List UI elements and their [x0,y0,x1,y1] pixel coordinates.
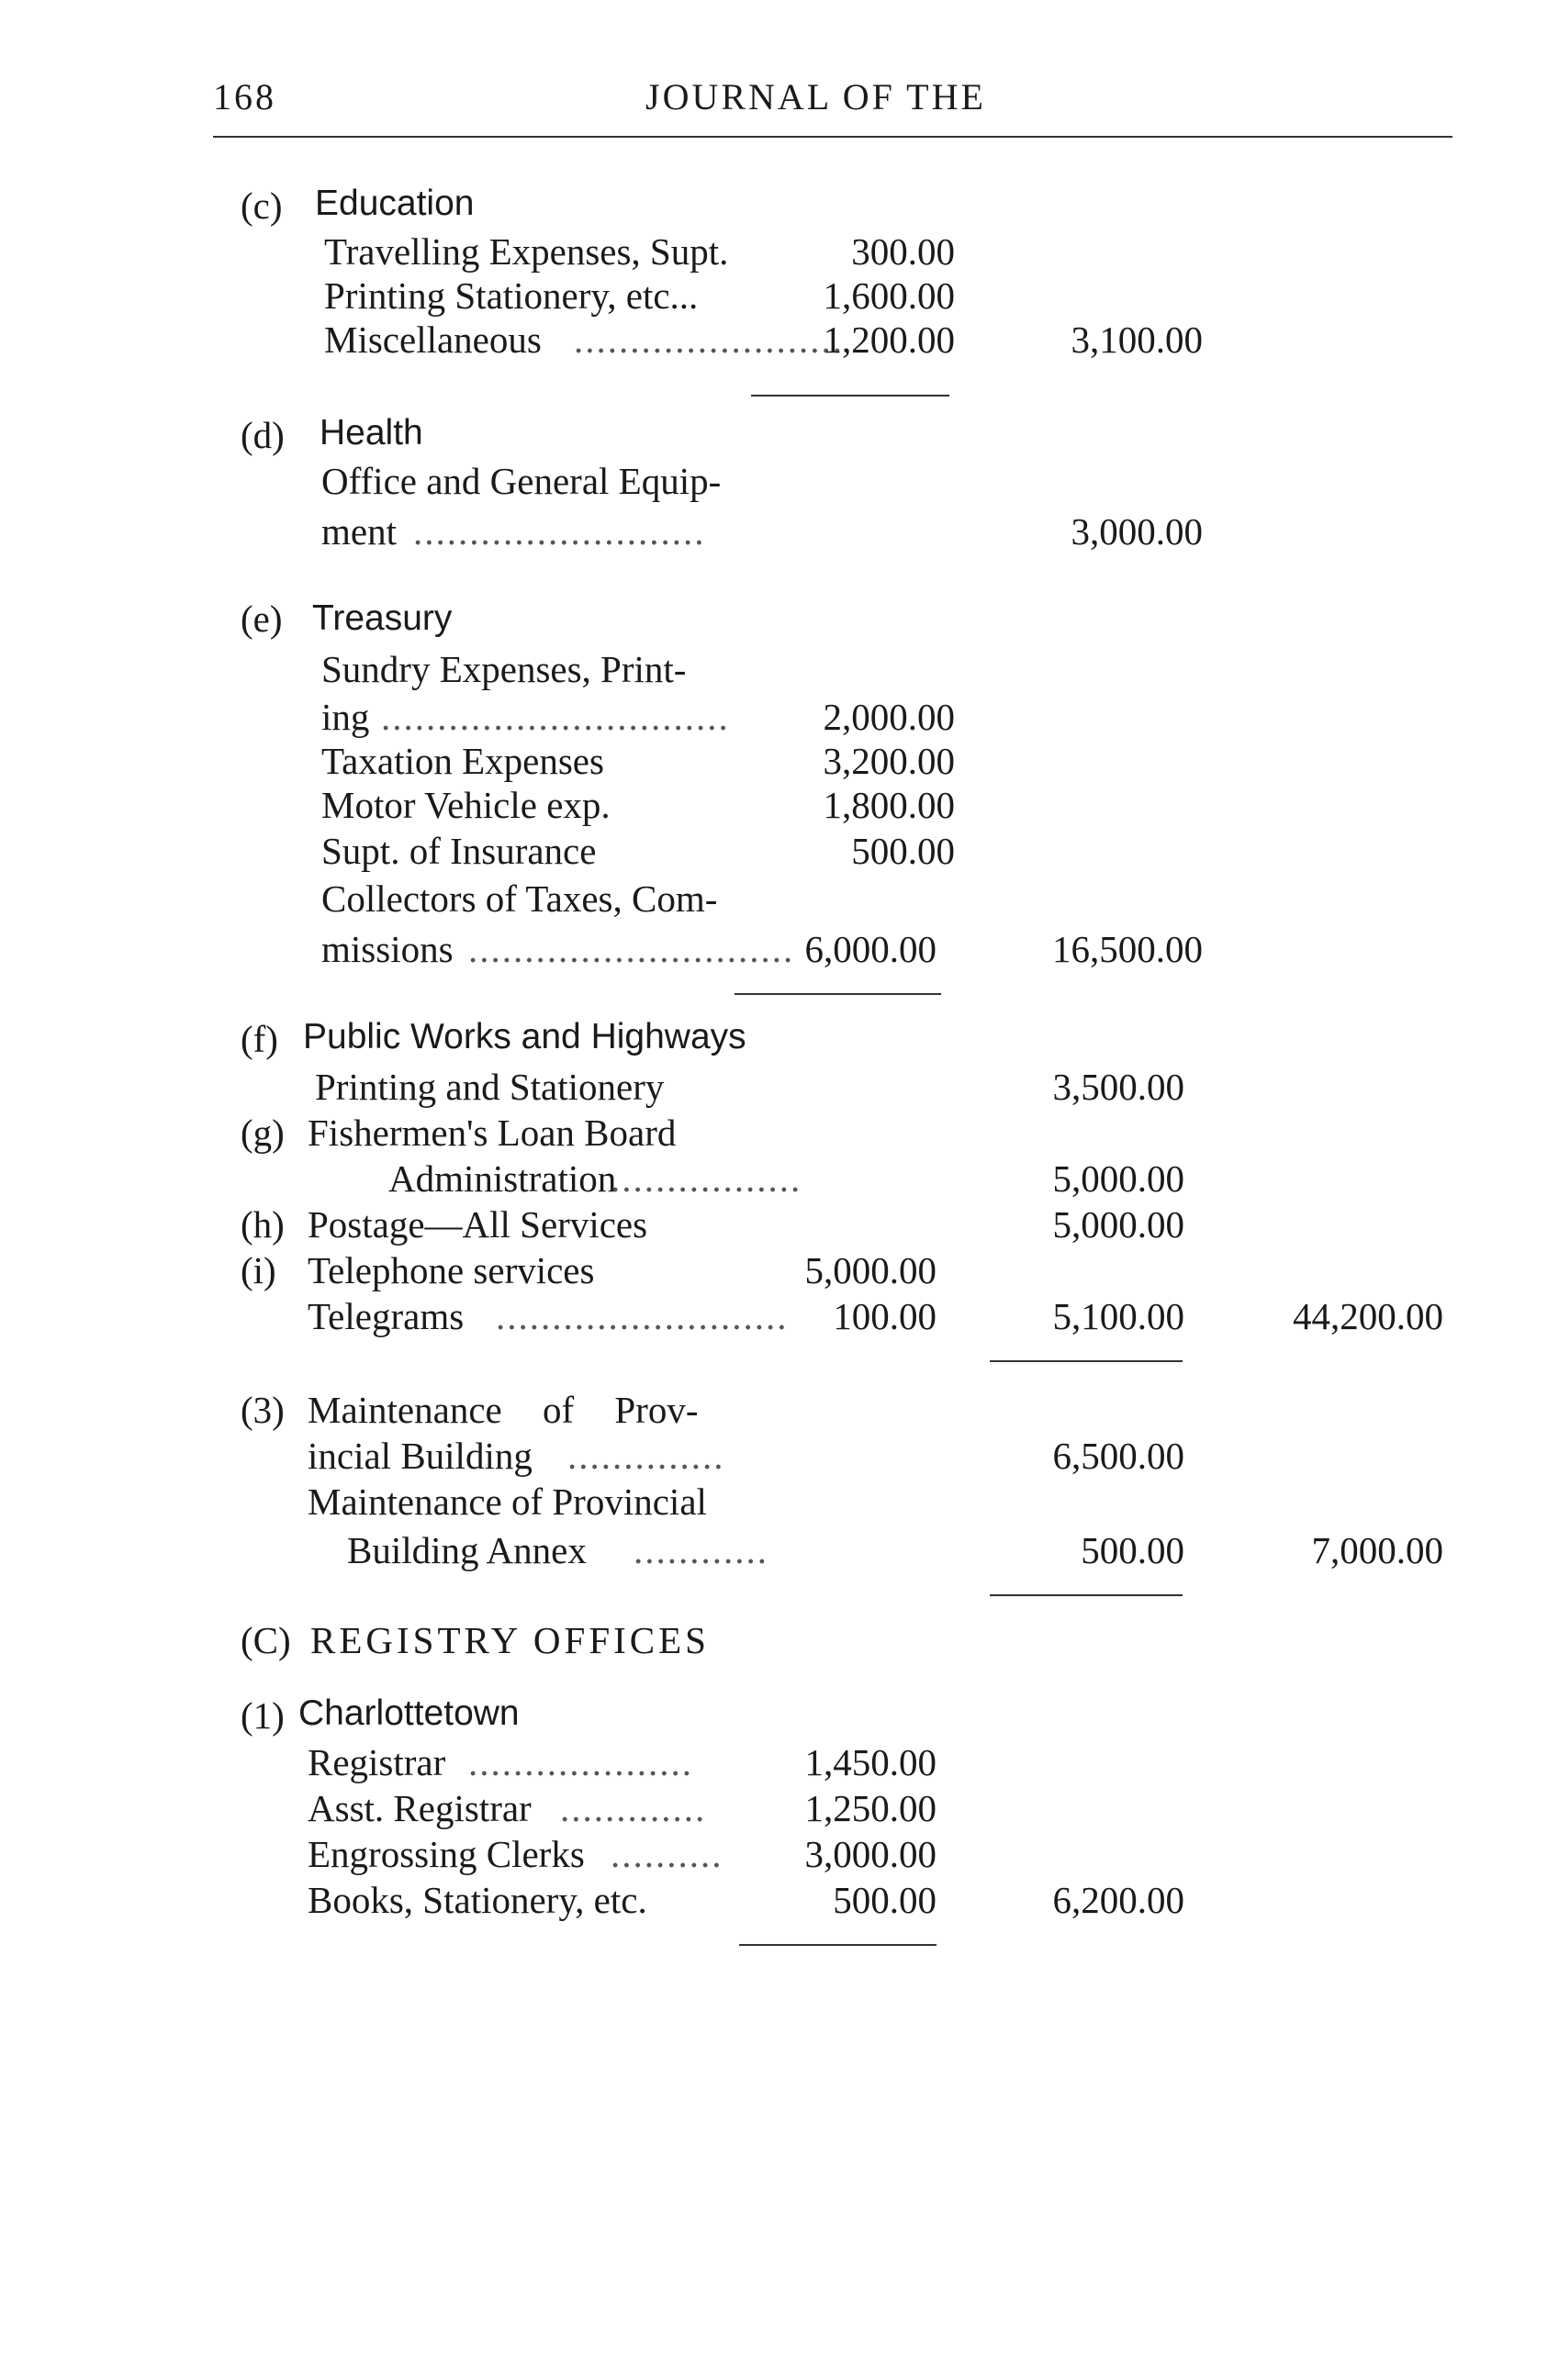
section-label: (g) [241,1112,285,1154]
item-label: Motor Vehicle exp. [321,784,611,826]
running-title: JOURNAL OF THE [645,76,986,117]
leader-dots: ............................... [381,696,730,738]
section-label: (d) [241,414,285,456]
item-amount: 300.00 [851,230,955,273]
subtotal-rule [735,993,941,995]
item-amount: 1,800.00 [823,784,955,826]
leader-dots: .............. [567,1435,725,1477]
grand-total: 44,200.00 [1293,1295,1443,1337]
subtotal-rule [739,1944,937,1946]
section-heading: Public Works and Highways [303,1017,746,1056]
item-label: Maintenance of Prov- [308,1389,699,1431]
subtotal-rule [751,395,949,397]
section-heading: Charlottetown [298,1693,520,1733]
item-amount: 2,000.00 [823,696,955,738]
item-label: Maintenance of Provincial [308,1481,707,1523]
item-label: Registrar [308,1741,446,1783]
subtotal-rule [990,1360,1183,1362]
page-number: 168 [213,76,276,117]
item-label: incial Building [308,1435,533,1477]
item-label: Printing Stationery, etc... [324,274,699,317]
item-label: ment [321,510,397,553]
item-label: Administration [388,1157,617,1200]
section-label: (i) [241,1249,276,1291]
section-total: 3,000.00 [1071,510,1203,553]
section-total: 16,500.00 [1052,928,1203,970]
section-heading: Health [320,413,423,453]
item-label: Office and General Equip- [321,460,722,502]
item-label: Travelling Expenses, Supt. [324,230,729,273]
item-label: Miscellaneous [324,318,542,361]
item-label: Books, Stationery, etc. [308,1879,647,1921]
section-total: 5,000.00 [1052,1203,1184,1246]
section-label: (C) [241,1619,291,1661]
leader-dots: .......... [611,1833,723,1875]
item-amount: 6,000.00 [804,928,937,970]
grand-total: 7,000.00 [1311,1529,1443,1571]
item-amount: 1,200.00 [823,318,955,361]
section-heading: Treasury [312,598,453,638]
leader-dots: .......................... [496,1295,789,1337]
item-amount: 5,000.00 [804,1249,937,1291]
section-total: 6,200.00 [1052,1879,1184,1921]
item-amount: 100.00 [833,1295,937,1337]
section-label: (1) [241,1694,285,1737]
item-label: Postage—All Services [308,1203,648,1246]
section-heading: REGISTRY OFFICES [310,1619,710,1661]
item-amount: 3,000.00 [804,1833,937,1875]
item-label: Asst. Registrar [308,1787,532,1829]
section-heading: Education [315,184,475,223]
item-amount: 1,450.00 [804,1741,937,1783]
leader-dots: .......................... [413,510,706,553]
section-total: 5,100.00 [1052,1295,1184,1337]
item-label: Supt. of Insurance [321,830,597,872]
item-label: Telephone services [308,1249,595,1291]
item-label: Telegrams [308,1295,465,1337]
leader-dots: ............ [634,1529,768,1571]
item-label: ing [321,696,370,738]
item-amount: 500.00 [851,830,955,872]
section-total: 500.00 [1081,1529,1184,1571]
item-label: Taxation Expenses [321,740,604,782]
section-total: 6,500.00 [1052,1435,1184,1477]
section-total: 5,000.00 [1052,1157,1184,1200]
item-label: Fishermen's Loan Board [308,1112,677,1154]
item-label: Collectors of Taxes, Com- [321,877,718,920]
leader-dots: ................. [611,1157,802,1200]
header-rule [213,136,1452,138]
leader-dots: ............................. [468,928,795,970]
section-total: 3,100.00 [1071,318,1203,361]
section-label: (e) [241,598,283,640]
item-label: Engrossing Clerks [308,1833,585,1875]
section-label: (f) [241,1018,278,1060]
leader-dots: .................... [468,1741,693,1783]
item-amount: 1,600.00 [823,274,955,317]
item-amount: 500.00 [833,1879,937,1921]
item-label: Printing and Stationery [315,1066,665,1108]
leader-dots: ........................ [574,318,844,361]
item-label: Sundry Expenses, Print- [321,648,687,690]
section-label: (h) [241,1203,285,1246]
section-label: (c) [241,184,283,227]
item-label: Building Annex [347,1529,587,1571]
item-label: missions [321,928,454,970]
leader-dots: ............. [560,1787,707,1829]
section-total: 3,500.00 [1052,1066,1184,1108]
section-label: (3) [241,1389,285,1431]
item-amount: 3,200.00 [823,740,955,782]
subtotal-rule [990,1594,1183,1596]
item-amount: 1,250.00 [804,1787,937,1829]
